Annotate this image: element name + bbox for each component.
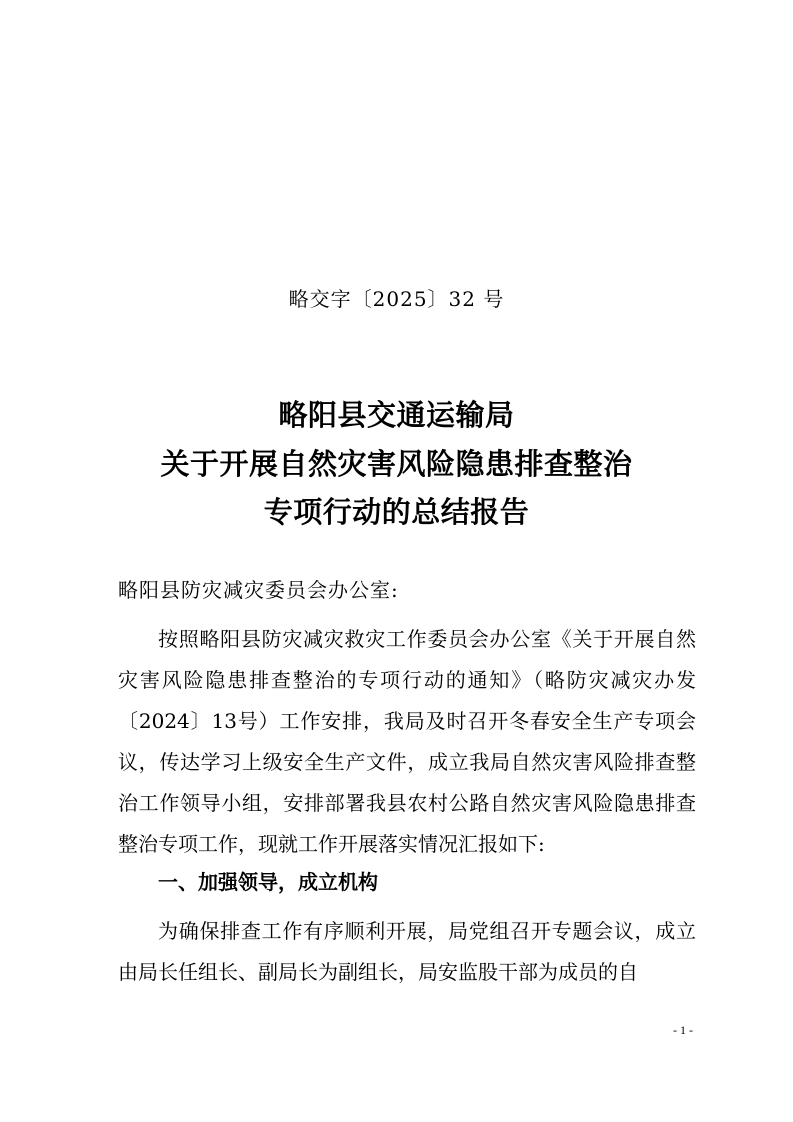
section-heading-1: 一、加强领导，成立机构: [158, 870, 378, 894]
document-title-line-3: 专项行动的总结报告: [263, 495, 530, 529]
recipient: 略阳县防灾减灾委员会办公室:: [118, 578, 399, 602]
document-title-line-1: 略阳县交通运输局: [278, 398, 515, 432]
document-number: 略交字〔2025〕32 号: [288, 287, 505, 311]
document-title-line-2: 关于开展自然灾害风险隐患排查整治: [160, 447, 633, 481]
page-number: - 1 -: [673, 1023, 693, 1037]
body-paragraph-2: 为确保排查工作有序顺利开展，局党组召开专题会议，成立由局长任组长、副局长为副组长，局安监股干部为成员的自: [118, 919, 696, 984]
body-paragraph-1: 按照略阳县防灾减灾救灾工作委员会办公室《关于开展自然灾害风险隐患排查整治的专项行动的通知》（略防灾减灾办发〔2024〕13号）工作安排，我局及时召开冬春安全生产专项会议，传达学习上级安全生产文件，成立我局自然灾害风险排查整治工作领导小组，安排部署我县农村公路自然灾害风险隐患排查整治专项工作，现就工作开展落实情况汇报如下:: [118, 627, 696, 856]
